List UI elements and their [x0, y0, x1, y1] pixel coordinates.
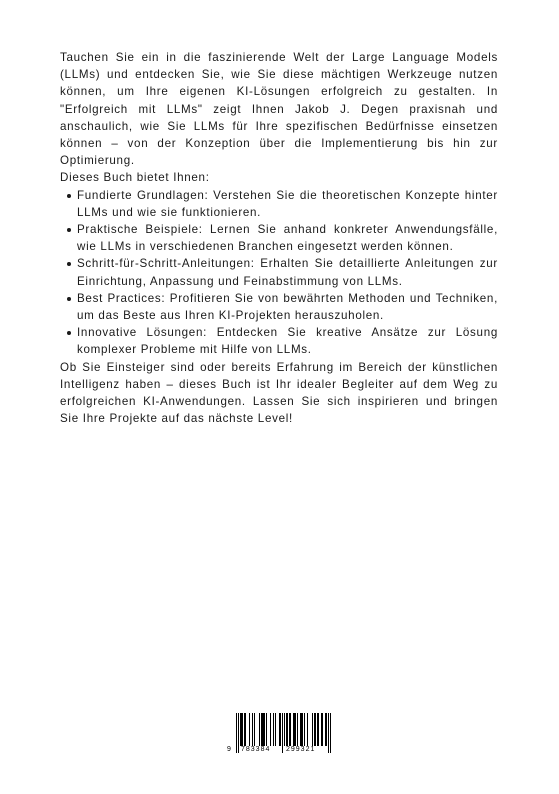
barcode-bar — [275, 713, 276, 746]
barcode-bar — [297, 713, 298, 746]
barcode-bar — [259, 713, 260, 746]
barcode-bar — [249, 713, 250, 746]
barcode-bar — [279, 713, 280, 746]
barcode-bar — [312, 713, 313, 746]
back-cover-text — [60, 49, 498, 427]
barcode-bar — [326, 713, 327, 746]
barcode-bar — [317, 713, 318, 746]
barcode-bar — [244, 713, 245, 746]
list-item: Schritt-für-Schritt-Anleitungen: Erhalten Sie detaillierte Anleitungen zur Einrichtung, Anpassung und Feinabstimmung von LLMs. — [60, 255, 498, 289]
barcode-left-digits: 783384 — [241, 746, 271, 753]
barcode-bar — [262, 713, 263, 746]
barcode-bar — [300, 713, 301, 746]
barcode-bar — [293, 713, 294, 746]
isbn-barcode — [226, 713, 334, 757]
barcode-bar — [294, 713, 295, 746]
barcode-bar — [315, 713, 316, 746]
barcode-bar — [322, 713, 323, 746]
barcode-bar — [295, 713, 296, 746]
barcode-bar — [263, 713, 264, 746]
barcode-bar — [287, 713, 288, 746]
barcode-bar — [286, 713, 287, 746]
barcode-bar — [252, 713, 253, 746]
barcode-bar — [245, 713, 246, 746]
barcode-bar — [301, 713, 302, 746]
barcode-bar — [270, 713, 271, 746]
barcode-bar — [321, 713, 322, 746]
barcode-bar — [290, 713, 291, 746]
barcode-bar — [318, 713, 319, 746]
list-item: Fundierte Grundlagen: Verstehen Sie die theoretischen Konzepte hinter LLMs und wie sie funktionieren. — [60, 187, 498, 221]
list-heading: Dieses Buch bietet Ihnen: — [60, 171, 210, 185]
barcode-bar — [273, 713, 274, 746]
barcode-bar — [307, 713, 308, 746]
feature-list — [60, 187, 498, 359]
barcode-bar — [302, 713, 303, 746]
barcode-bar — [304, 713, 305, 746]
barcode-bar — [240, 713, 241, 746]
barcode-bar — [241, 713, 242, 746]
list-item: Innovative Lösungen: Entdecken Sie kreative Ansätze zur Lösung komplexer Probleme mit Hilfe von LLMs. — [60, 324, 498, 358]
barcode-bar — [242, 713, 243, 746]
barcode-lead-digit: 9 — [227, 746, 231, 753]
barcode-bar — [266, 713, 267, 746]
barcode-bar — [325, 713, 326, 746]
barcode-bar — [314, 713, 315, 746]
list-item: Best Practices: Profitieren Sie von bewährten Methoden und Techniken, um das Beste aus Ihren KI-Projekten herauszuholen. — [60, 290, 498, 324]
barcode-right-digits: 299321 — [286, 746, 316, 753]
barcode-bar — [280, 713, 281, 746]
barcode-bar — [254, 713, 255, 746]
barcode-bar — [289, 713, 290, 746]
intro-paragraph: Tauchen Sie ein in die faszinierende Welt der Large Language Models (LLMs) und entdecken Sie, wie Sie diese mächtigen Werkzeuge nutzen können, um Ihre eigenen KI-Lösungen erfolgreich zu gestalten. In "Erfolgreich mit LLMs" zeigt Ihnen Jakob J. Degen praxisnah und anschaulich, wie Sie LLMs für Ihre spezifischen Bedürfnisse einsetzen können – von der Konzeption über die Implementierung bis hin zur Optimierung. — [60, 51, 498, 168]
list-item: Praktische Beispiele: Lernen Sie anhand konkreter Anwendungsfälle, wie LLMs in verschiedenen Branchen eingesetzt werden können. — [60, 221, 498, 255]
barcode-digits — [226, 746, 334, 756]
barcode-bar — [261, 713, 262, 746]
closing-paragraph: Ob Sie Einsteiger sind oder bereits Erfahrung im Bereich der künstlichen Intelligenz haben – dieses Buch ist Ihr idealer Begleiter auf dem Weg zu erfolgreichen KI-Anwendungen. Lassen Sie sich inspirieren und bringen Sie Ihre Projekte auf das nächste Level! — [60, 360, 498, 426]
barcode-bar — [264, 713, 265, 746]
